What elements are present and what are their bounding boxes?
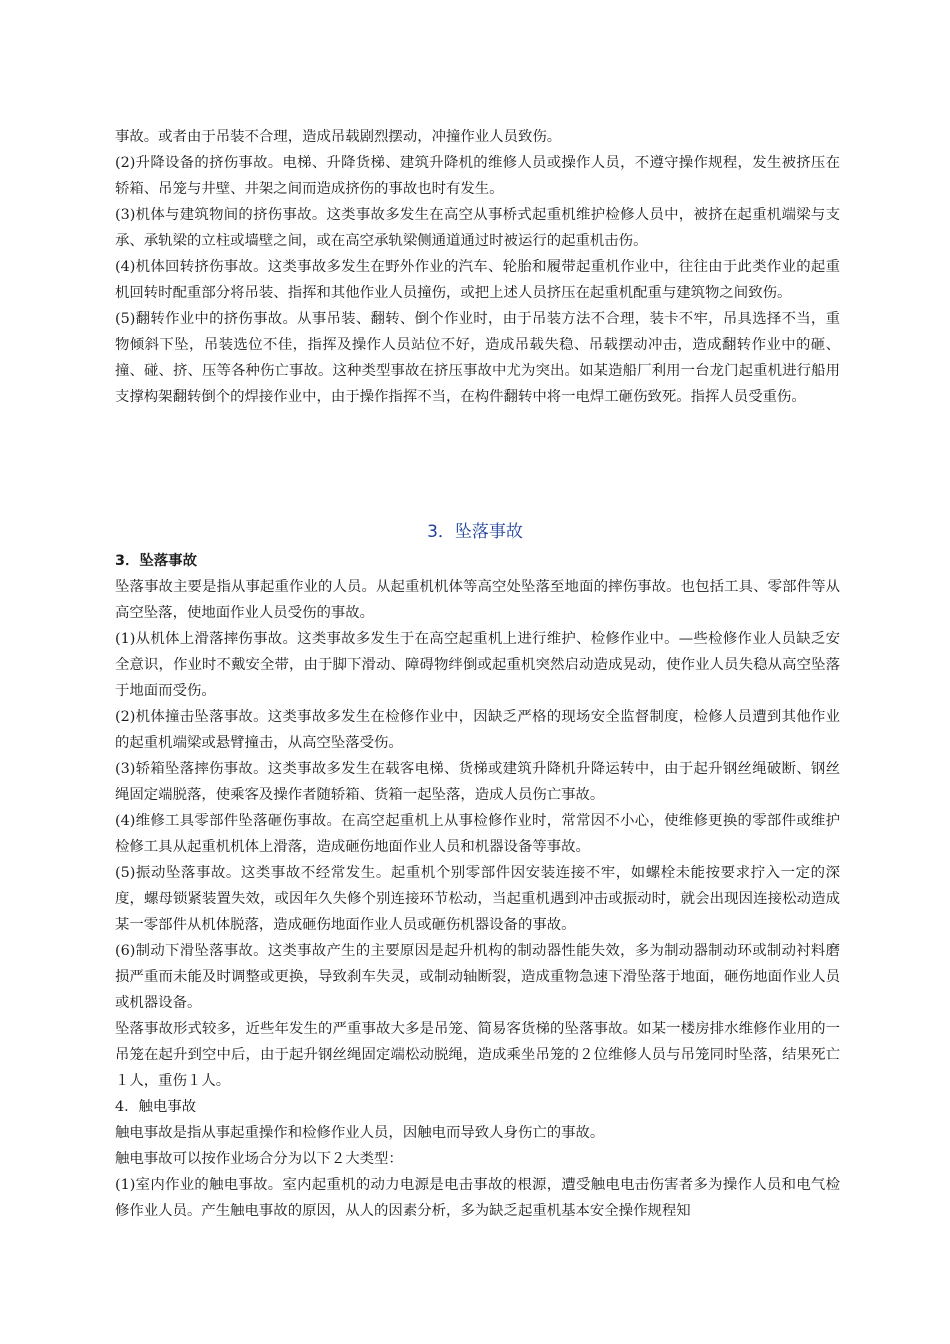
paragraph: (4)机体回转挤伤事故。这类事故多发生在野外作业的汽车、轮胎和履带起重机作业中，往往由于此类作业的起重机回转时配重部分将吊装、指挥和其他作业人员撞伤，或把上述人员挤压在起重机配重与建筑物之间致伤。 <box>115 259 840 301</box>
section-fall-accidents <box>115 574 840 1224</box>
paragraph: (2)升降设备的挤伤事故。电梯、升降货梯、建筑升降机的维修人员或操作人员，不遵守操作规程，发生被挤压在轿箱、吊笼与井壁、井架之间而造成挤伤的事故也时有发生。 <box>115 155 840 197</box>
paragraph: (3)轿箱坠落摔伤事故。这类事故多发生在载客电梯、货梯或建筑升降机升降运转中，由于起升钢丝绳破断、钢丝绳固定端脱落，使乘客及操作者随轿箱、货箱一起坠落，造成人员伤亡事故。 <box>115 761 840 803</box>
paragraph: 4．触电事故 <box>115 1099 197 1115</box>
section-crush-accidents <box>115 124 840 410</box>
paragraph: (4)维修工具零部件坠落砸伤事故。在高空起重机上从事检修作业时，常常因不小心，使维修更换的零部件或维护检修工具从起重机机体上滑落，造成砸伤地面作业人员和机器设备等事故。 <box>115 813 840 855</box>
section-title: 3．坠落事故 <box>427 522 523 542</box>
paragraph: 触电事故可以按作业场合分为以下２大类型： <box>115 1151 403 1167</box>
paragraph: (6)制动下滑坠落事故。这类事故产生的主要原因是起升机构的制动器性能失效，多为制动器制动环或制动衬料磨损严重而未能及时调整或更换，导致刹车失灵，或制动轴断裂，造成重物急速下滑坠落于地面，砸伤地面作业人员或机器设备。 <box>115 943 840 1011</box>
paragraph: (1)室内作业的触电事故。室内起重机的动力电源是电击事故的根源，遭受触电电击伤害者多为操作人员和电气检修作业人员。产生触电事故的原因，从人的因素分析，多为缺乏起重机基本安全操作规程知 <box>115 1177 840 1219</box>
paragraph: (5)振动坠落事故。这类事故不经常发生。起重机个别零部件因安装连接不牢，如螺栓未能按要求拧入一定的深度，螺母锁紧装置失效，或因年久失修个别连接环节松动，当起重机遇到冲击或振动时，就会出现因连接松动造成某一零部件从机体脱落，造成砸伤地面作业人员或砸伤机器设备的事故。 <box>115 865 840 933</box>
paragraph: 触电事故是指从事起重操作和检修作业人员，因触电而导致人身伤亡的事故。 <box>115 1125 605 1141</box>
paragraph: 坠落事故形式较多，近些年发生的严重事故大多是吊笼、简易客货梯的坠落事故。如某一楼房排水维修作业用的一吊笼在起升到空中后，由于起升钢丝绳固定端松动脱绳，造成乘坐吊笼的２位维修人员与吊笼同时坠落，结果死亡１人，重伤１人。 <box>115 1021 840 1089</box>
paragraph: 坠落事故主要是指从事起重作业的人员。从起重机机体等高空处坠落至地面的摔伤事故。也包括工具、零部件等从高空坠落，使地面作业人员受伤的事故。 <box>115 579 840 621</box>
paragraph: (5)翻转作业中的挤伤事故。从事吊装、翻转、倒个作业时，由于吊装方法不合理，装卡不牢，吊具选择不当，重物倾斜下坠，吊装选位不佳，指挥及操作人员站位不好，造成吊载失稳、吊载摆动冲击，造成翻转作业中的砸、撞、碰、挤、压等各种伤亡事故。这种类型事故在挤压事故中尤为突出。如某造船厂利用一台龙门起重机进行船用支撑构架翻转倒个的焊接作业中，由于操作指挥不当，在构件翻转中将一电焊工砸伤致死。指挥人员受重伤。 <box>115 311 840 405</box>
paragraph: (3)机体与建筑物间的挤伤事故。这类事故多发生在高空从事桥式起重机维护检修人员中，被挤在起重机端梁与支承、承轨梁的立柱或墙壁之间，或在高空承轨梁侧通道通过时被运行的起重机击伤。 <box>115 207 840 249</box>
section-subtitle: 3．坠落事故 <box>115 553 197 569</box>
paragraph: 事故。或者由于吊装不合理，造成吊载剧烈摆动，冲撞作业人员致伤。 <box>115 129 562 145</box>
paragraph: (2)机体撞击坠落事故。这类事故多发生在检修作业中，因缺乏严格的现场安全监督制度，检修人员遭到其他作业的起重机端梁或悬臂撞击，从高空坠落受伤。 <box>115 709 840 751</box>
paragraph: (1)从机体上滑落摔伤事故。这类事故多发生于在高空起重机上进行维护、检修作业中。—些检修作业人员缺乏安全意识，作业时不戴安全带，由于脚下滑动、障碍物绊倒或起重机突然启动造成晃动，使作业人员失稳从高空坠落于地面而受伤。 <box>115 631 840 699</box>
